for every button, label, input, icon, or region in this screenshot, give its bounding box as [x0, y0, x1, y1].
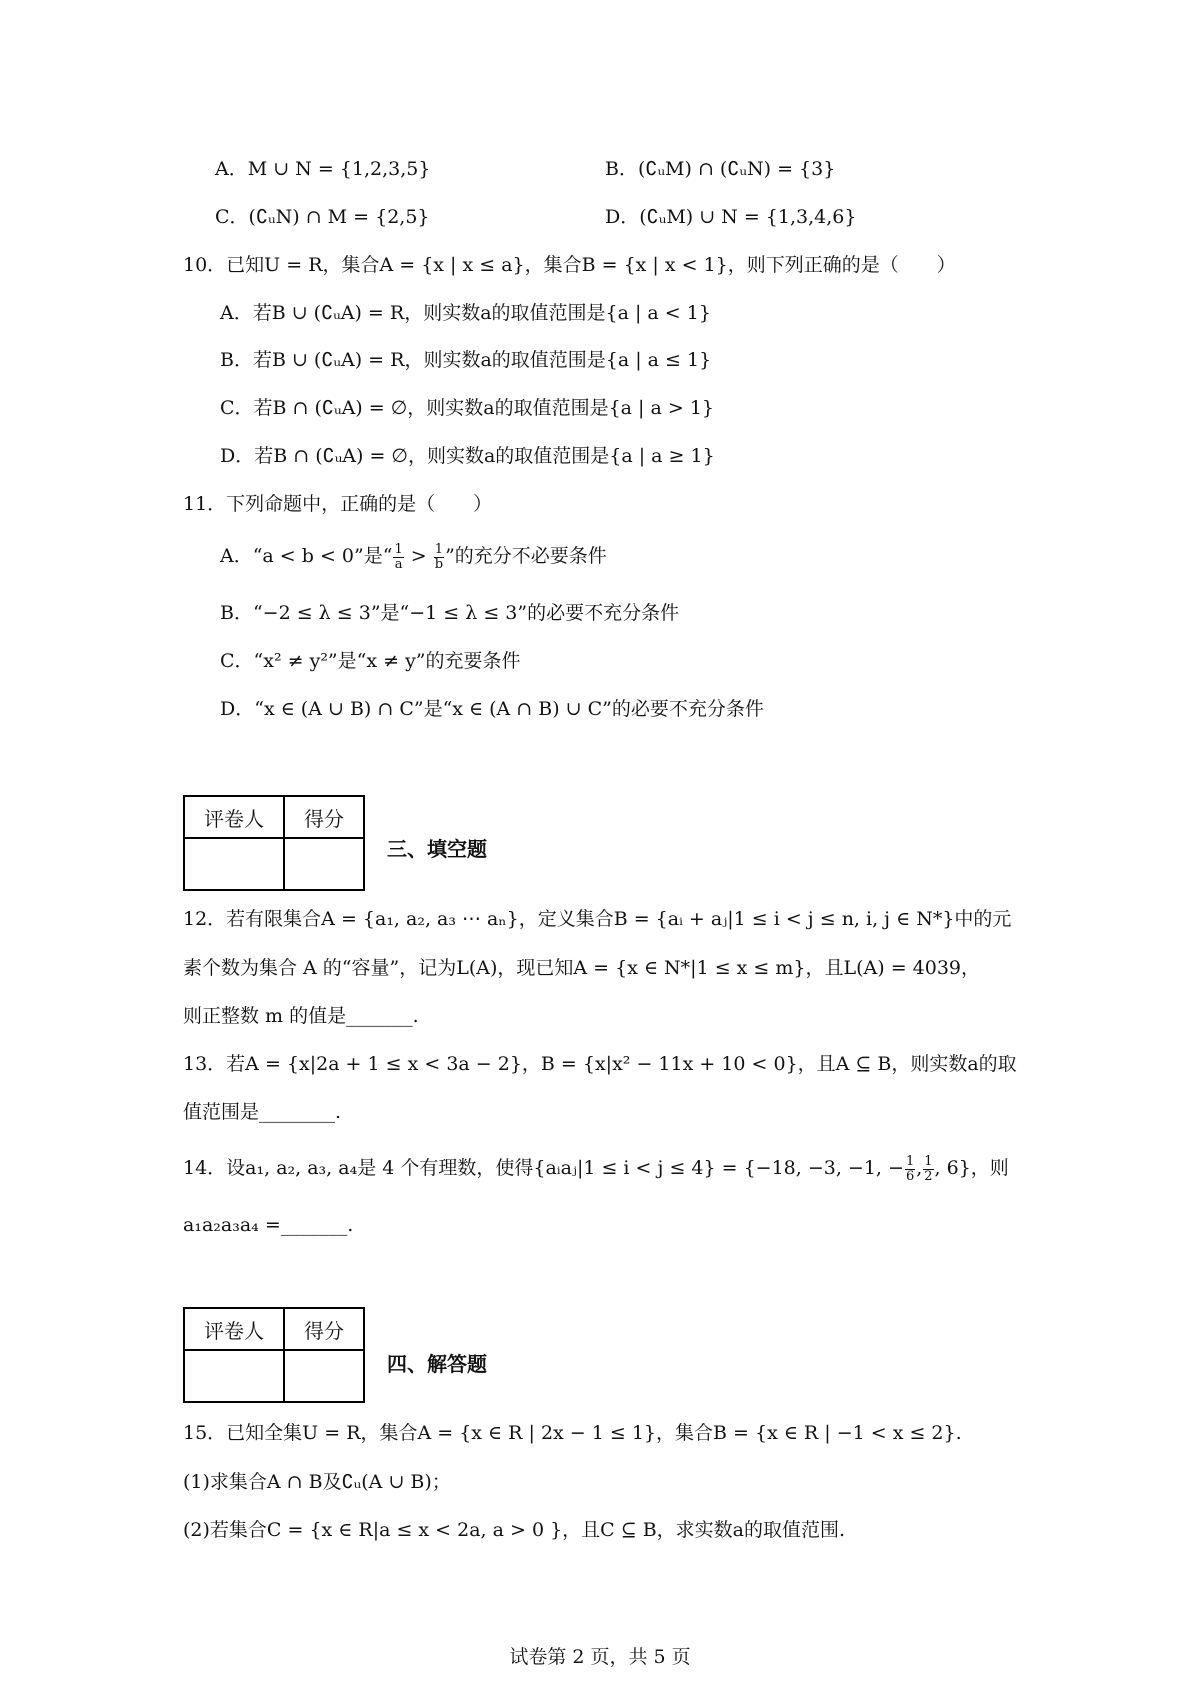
- q15-stem: 15．已知全集U = R，集合A = {x ∈ R | 2x − 1 ≤ 1}，集合B = {x ∈ R | −1 < x ≤ 2}.: [183, 1422, 962, 1444]
- q14-text-post: , 6}，则: [934, 1157, 1009, 1180]
- q10-option-a: A．若B ∪ (∁ᵤA) = R，则实数a的取值范围是{a | a < 1}: [220, 302, 711, 324]
- q12-line-1: 12．若有限集合A = {a₁, a₂, a₃ ⋯ aₙ}，定义集合B = {aᵢ + aⱼ|1 ≤ i < j ≤ n, i, j ∈ N*}中的元: [183, 908, 1012, 930]
- fraction-denominator: 2: [924, 1168, 933, 1184]
- q10-option-b: B．若B ∪ (∁ᵤA) = R，则实数a的取值范围是{a | a ≤ 1}: [220, 349, 712, 371]
- q11-a-text-post: ”的充分不必要条件: [445, 545, 607, 568]
- q14-line-2: a₁a₂a₃a₄ =_______.: [183, 1214, 354, 1236]
- fraction-denominator: a: [394, 556, 403, 572]
- q11-option-d: D．“x ∈ (A ∪ B) ∩ C”是“x ∈ (A ∩ B) ∪ C”的必要不充分条件: [220, 698, 764, 720]
- fraction-1-over-a: [393, 543, 403, 571]
- fraction-numerator: 1: [394, 542, 403, 557]
- fraction-numerator: 1: [905, 1154, 915, 1169]
- score-header: 得分: [284, 796, 364, 838]
- fraction-denominator: b: [434, 556, 444, 572]
- q12-line-3: 则正整数 m 的值是_______.: [183, 1005, 419, 1027]
- fraction-denominator: 6: [905, 1168, 915, 1184]
- q11-option-c: C．“x² ≠ y²”是“x ≠ y”的充要条件: [220, 650, 521, 672]
- reviewer-cell: [184, 838, 284, 890]
- score-header: 得分: [284, 1308, 364, 1350]
- q11-option-b: B．“−2 ≤ λ ≤ 3”是“−1 ≤ λ ≤ 3”的必要不充分条件: [220, 602, 680, 624]
- q11-stem: 11．下列命题中，正确的是（ ）: [183, 493, 493, 515]
- reviewer-header: 评卷人: [184, 1308, 284, 1350]
- score-cell: [284, 838, 364, 890]
- q15-part-2: (2)若集合C = {x ∈ R|a ≤ x < 2a, a > 0 }，且C ⊆ B，求实数a的取值范围.: [183, 1519, 846, 1541]
- q9-option-d: D．(∁ᵤM) ∪ N = {1,3,4,6}: [605, 206, 857, 228]
- q14-line-1: [183, 1155, 1009, 1183]
- comma: ,: [916, 1157, 923, 1180]
- greater-than: >: [404, 545, 433, 568]
- fraction-numerator: 1: [434, 542, 444, 557]
- section-title-answer: 四、解答题: [387, 1352, 487, 1376]
- q13-line-2: 值范围是________.: [183, 1101, 342, 1123]
- q9-option-c: C．(∁ᵤN) ∩ M = {2,5}: [215, 206, 430, 228]
- q9-option-b: B．(∁ᵤM) ∩ (∁ᵤN) = {3}: [605, 158, 836, 180]
- q10-stem: 10．已知U = R，集合A = {x | x ≤ a}，集合B = {x | x < 1}，则下列正确的是（ ）: [183, 254, 956, 276]
- fraction-1-over-2: [923, 1155, 933, 1183]
- reviewer-cell: [184, 1350, 284, 1402]
- fraction-numerator: 1: [924, 1154, 933, 1169]
- grade-table-section-4: [183, 1307, 365, 1403]
- score-cell: [284, 1350, 364, 1402]
- q15-part-1: (1)求集合A ∩ B及∁ᵤ(A ∪ B)；: [183, 1471, 451, 1493]
- q11-a-text-pre: A．“a < b < 0”是“: [220, 545, 393, 568]
- grade-table-section-3: [183, 795, 365, 891]
- q13-line-1: 13．若A = {x|2a + 1 ≤ x < 3a − 2}，B = {x|x² − 11x + 10 < 0}，且A ⊆ B，则实数a的取: [183, 1053, 1017, 1075]
- q12-line-2: 素个数为集合 A 的“容量”，记为L(A)，现已知A = {x ∈ N*|1 ≤ x ≤ m}，且L(A) = 4039，: [183, 957, 981, 979]
- q10-option-d: D．若B ∩ (∁ᵤA) = ∅，则实数a的取值范围是{a | a ≥ 1}: [220, 445, 715, 467]
- q9-option-a: A．M ∪ N = {1,2,3,5}: [215, 158, 431, 180]
- fraction-1-over-b: [434, 543, 444, 571]
- reviewer-header: 评卷人: [184, 796, 284, 838]
- section-title-fill-in: 三、填空题: [387, 837, 487, 861]
- q10-option-c: C．若B ∩ (∁ᵤA) = ∅，则实数a的取值范围是{a | a > 1}: [220, 397, 714, 419]
- page-footer: 试卷第 2 页，共 5 页: [509, 1646, 691, 1668]
- q14-text-pre: 14．设a₁, a₂, a₃, a₄是 4 个有理数，使得{aᵢaⱼ|1 ≤ i < j ≤ 4} = {−18, −3, −1, −: [183, 1157, 904, 1180]
- q11-option-a: [220, 543, 607, 571]
- fraction-1-over-6: [905, 1155, 915, 1183]
